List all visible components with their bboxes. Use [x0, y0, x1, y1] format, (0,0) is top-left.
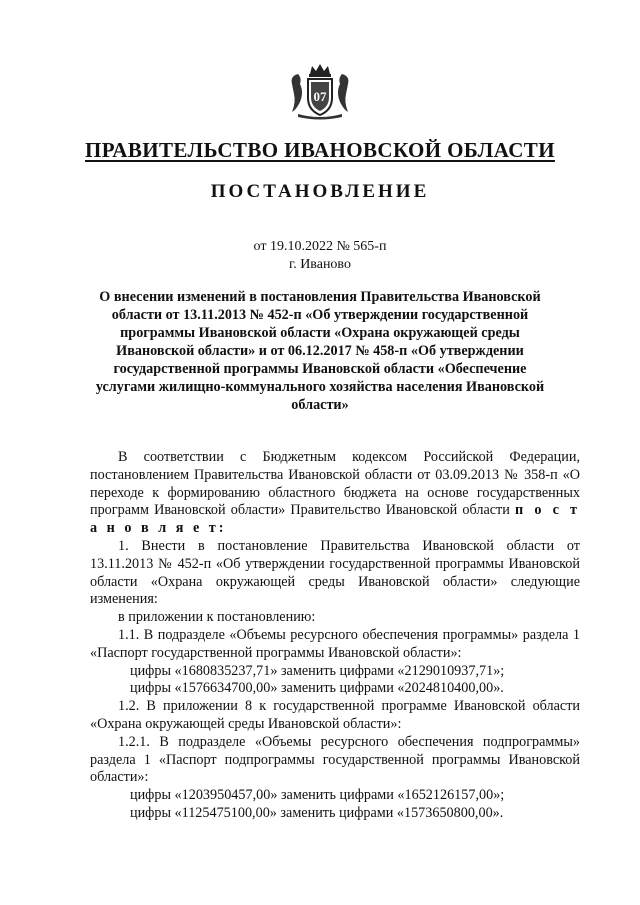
decree-subject: О внесении изменений в постановления Правительства Ивановской области от 13.11.2013 № 452-п «Об утверждении государственной программы Ивановской области «Охрана окружающей среды Ивановской области» и от 06.12.2017 № 458-п «Об утверждении государственной программы Ивановской области «Обеспечение услугами жилищно-коммунального хозяйства населения Ивановской области»	[95, 289, 545, 413]
coat-of-arms-icon	[288, 62, 352, 120]
paragraph-3: 1.1. В подразделе «Объемы ресурсного обеспечения программы» раздела 1 «Паспорт государственной программы Ивановской области»:	[90, 626, 580, 661]
decree-body	[90, 449, 580, 823]
preamble-text: В соответствии с Бюджетным кодексом Российской Федерации, постановлением Правительства Ивановской области от 03.09.2013 № 358-п «О переходе к формированию областного бюджета на основе государственных программ Ивановской области» Правительство Ивановской области	[90, 449, 580, 519]
paragraph-8: цифры «1203950457,00» заменить цифрами «1652126157,00»;	[130, 787, 505, 804]
svg-text:07: 07	[313, 89, 327, 104]
paragraph-9: цифры «1125475100,00» заменить цифрами «1573650800,00».	[130, 804, 504, 821]
government-title: ПРАВИТЕЛЬСТВО ИВАНОВСКОЙ ОБЛАСТИ	[85, 138, 555, 162]
paragraph-6: 1.2. В приложении 8 к государственной программе Ивановской области «Охрана окружающей среды Ивановской области»:	[90, 698, 580, 732]
date-number: от 19.10.2022 № 565-п	[253, 239, 387, 254]
paragraph-1: 1. Внести в постановление Правительства Ивановской области от 13.11.2013 № 452-п «Об утверждении государственной программы Ивановской области «Охрана окружающей среды Ивановской области» следующие изменения:	[90, 537, 580, 608]
date-block	[0, 238, 640, 274]
paragraph-5: цифры «1576634700,00» заменить цифрами «2024810400,00».	[130, 680, 504, 697]
document-type: ПОСТАНОВЛЕНИЕ	[210, 181, 430, 202]
paragraph-2: в приложении к постановлению:	[118, 609, 316, 626]
preamble-paragraph	[90, 449, 580, 538]
resolves-word: п о с т а н о в л я е т:	[90, 502, 580, 537]
city: г. Иваново	[289, 257, 351, 272]
paragraph-4: цифры «1680835237,71» заменить цифрами «2129010937,71»;	[130, 662, 505, 679]
paragraph-7: 1.2.1. В подразделе «Объемы ресурсного обеспечения подпрограммы» раздела 1 «Паспорт подпрограммы государственной программы Ивановской области»:	[90, 733, 580, 786]
